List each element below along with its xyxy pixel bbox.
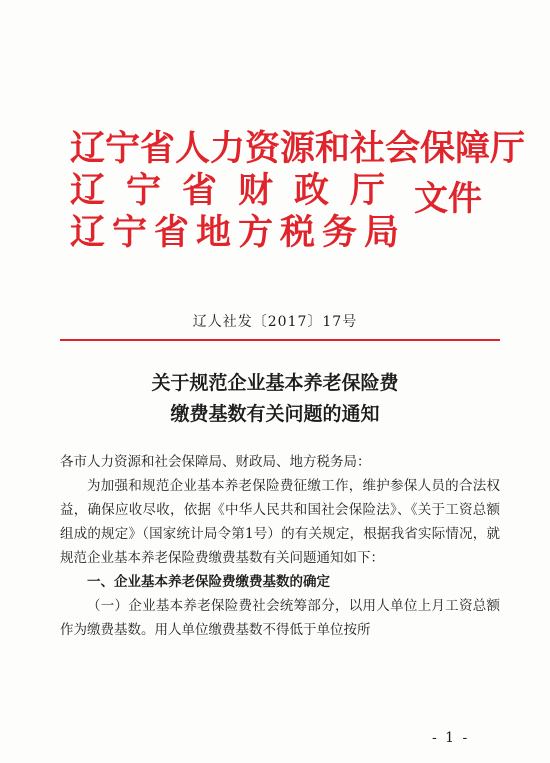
paragraph-intro: 为加强和规范企业基本养老保险费征缴工作，维护参保人员的合法权益，确保应收尽收，依据《中华人民共和国社会保险法》、《关于工资总额组成的规定》（国家统计局令第1号）的有关规定，根据我省实际情况，就规范企业基本养老保险费缴费基数有关问题通知如下： xyxy=(60,478,500,566)
paragraph-section-1: （一）企业基本养老保险费社会统筹部分，以用人单位上月工资总额作为缴费基数。用人单位缴费基数不得低于单位按所 xyxy=(60,598,500,638)
page-number: - 1 - xyxy=(432,730,470,746)
title-line-2: 缴费基数有关问题的通知 xyxy=(170,403,380,425)
issuer-line-2: 辽宁省财政厅 xyxy=(70,170,407,211)
title-line-1: 关于规范企业基本养老保险费 xyxy=(151,372,399,394)
section-heading-1: 一、企业基本养老保险费缴费基数的确定 xyxy=(87,574,330,590)
salutation: 各市人力资源和社会保障局、财政局、地方税务局： xyxy=(60,454,371,470)
issuer-line-1: 辽宁省人力资源和社会保障厅 xyxy=(70,128,526,169)
wenjian-label: 文件 xyxy=(414,179,482,219)
document-number: 辽人社发〔2017〕17号 xyxy=(192,314,358,330)
issuer-line-3: 辽宁省地方税务局 xyxy=(70,212,407,253)
red-divider xyxy=(60,339,500,341)
document-body xyxy=(60,450,500,642)
document-title xyxy=(0,368,550,430)
